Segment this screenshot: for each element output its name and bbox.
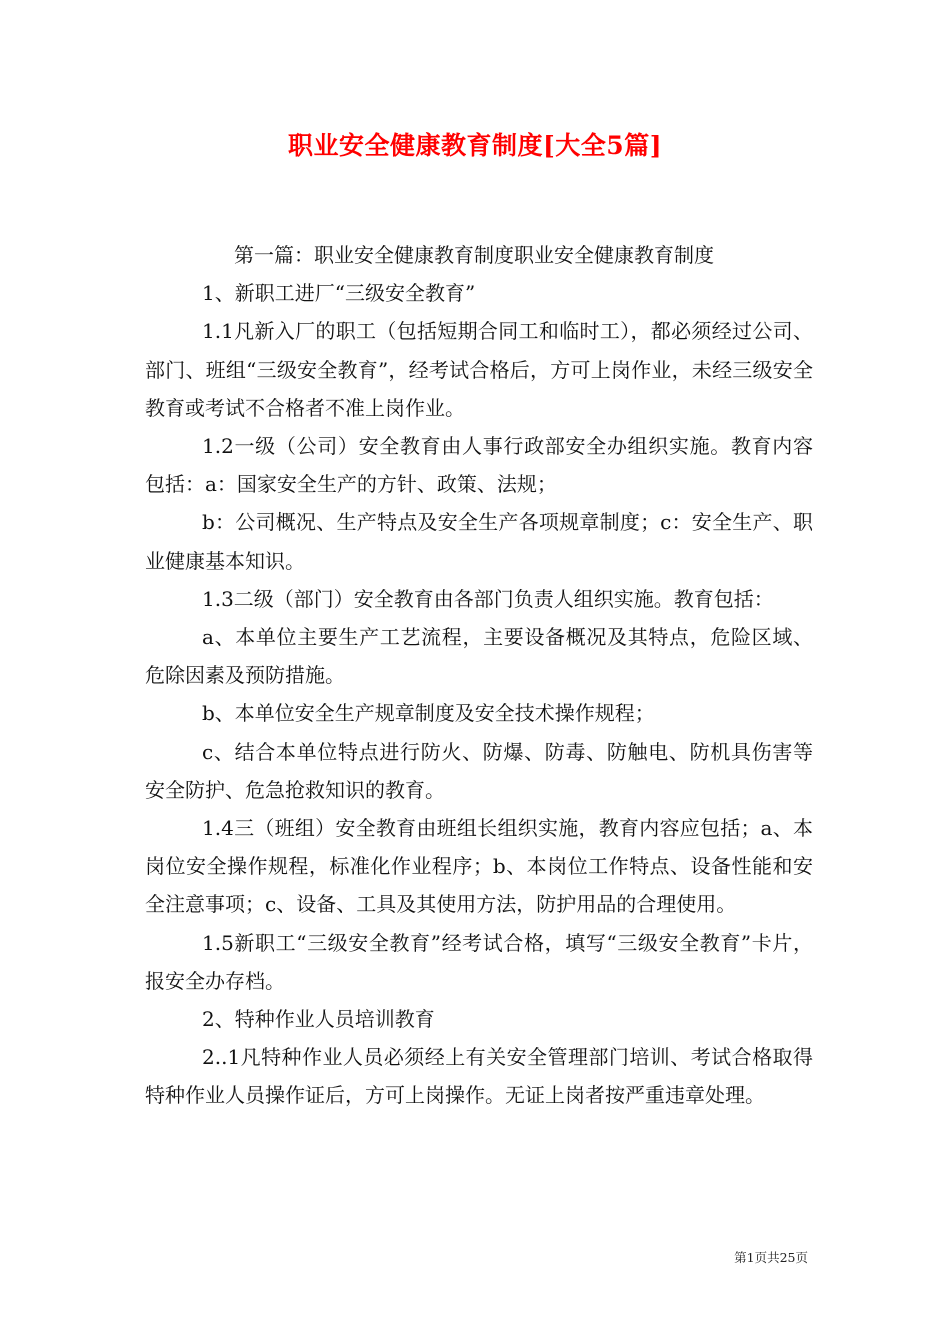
paragraph-4: 1.2一级（公司）安全教育由人事行政部安全办组织实施。教育内容包括：a：国家安全生产的方针、政策、法规；: [145, 434, 813, 497]
paragraph-1: 第一篇：职业安全健康教育制度职业安全健康教育制度: [234, 243, 714, 267]
document-title: 职业安全健康教育制度[大全5篇]: [287, 131, 663, 160]
paragraph-12: 2、特种作业人员培训教育: [202, 1007, 435, 1032]
paragraph-3: 1.1凡新入厂的职工（包括短期合同工和临时工），都必须经过公司、部门、班组“三级安全教育”，经考试合格后，方可上岗作业，未经三级安全教育或考试不合格者不准上岗作业。: [145, 319, 813, 420]
paragraph-9: c、结合本单位特点进行防火、防爆、防毒、防触电、防机具伤害等安全防护、危急抢救知识的教育。: [145, 739, 813, 802]
paragraph-8: b、本单位安全生产规章制度及安全技术操作规程；: [202, 701, 655, 726]
paragraph-7: a、本单位主要生产工艺流程，主要设备概况及其特点，危险区域、危除因素及预防措施。: [145, 625, 813, 688]
paragraph-10: 1.4三（班组）安全教育由班组长组织实施，教育内容应包括；a、本岗位安全操作规程，标准化作业程序；b、本岗位工作特点、设备性能和安全注意事项；c、设备、工具及其使用方法，防护用品的合理使用。: [145, 816, 813, 917]
paragraph-13: 2..1凡特种作业人员必须经上有关安全管理部门培训、考试合格取得特种作业人员操作证后，方可上岗操作。无证上岗者按严重违章处理。: [145, 1045, 813, 1108]
document-body: [145, 236, 813, 1115]
paragraph-11: 1.5新职工“三级安全教育”经考试合格，填写“三级安全教育”卡片，报安全办存档。: [145, 930, 813, 993]
page-number: 第1页共25页: [734, 1250, 808, 1265]
paragraph-2: 1、新职工进厂“三级安全教育”: [202, 281, 476, 306]
paragraph-6: 1.3二级（部门）安全教育由各部门负责人组织实施。教育包括：: [202, 586, 774, 611]
paragraph-5: b：公司概况、生产特点及安全生产各项规章制度；c：安全生产、职业健康基本知识。: [145, 510, 813, 573]
